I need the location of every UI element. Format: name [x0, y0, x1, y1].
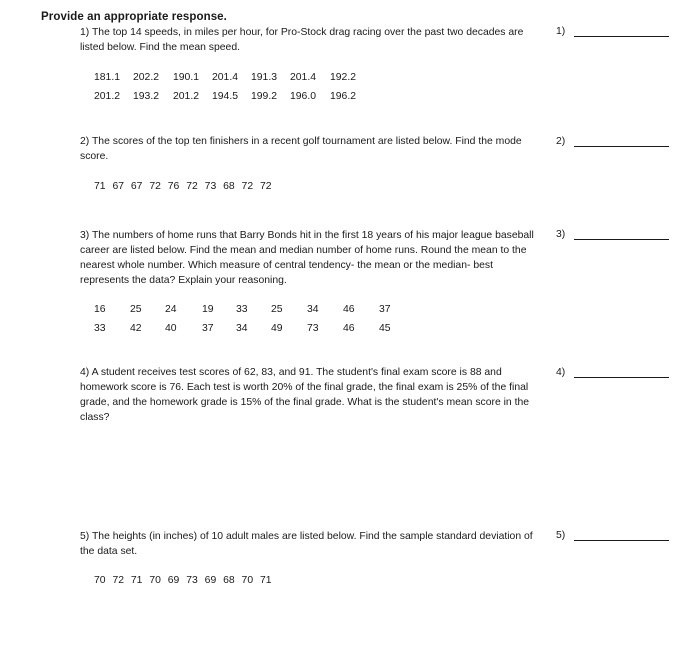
- question-1-data: [94, 68, 370, 106]
- question-4: [80, 365, 545, 425]
- answer-3-line[interactable]: [574, 229, 669, 240]
- data-cell: 193.2: [133, 91, 160, 102]
- data-row: [94, 87, 370, 106]
- data-cell: 34: [236, 323, 248, 334]
- data-cell: 34: [307, 304, 319, 315]
- answer-4-line[interactable]: [574, 367, 669, 378]
- data-cell: 202.2: [133, 72, 160, 83]
- question-3-data: [94, 300, 409, 338]
- data-cell: 42: [130, 323, 142, 334]
- data-cell: 73: [307, 323, 319, 334]
- data-cell: 37: [379, 304, 391, 315]
- answer-3-label: 3): [556, 229, 566, 240]
- answer-5-line[interactable]: [574, 530, 669, 541]
- data-cell: 45: [379, 323, 391, 334]
- data-cell: 25: [130, 304, 142, 315]
- question-1-text: The top 14 speeds, in miles per hour, for Pro-Stock drag racing over the past two decades are listed below. Find the mean speed.: [80, 27, 524, 53]
- data-cell: 37: [202, 323, 214, 334]
- answer-5: [556, 530, 669, 541]
- answer-4: [556, 367, 669, 378]
- data-cell: 19: [202, 304, 214, 315]
- question-2-number: 2): [80, 136, 90, 147]
- data-cell: 194.5: [212, 91, 239, 102]
- answer-2: [556, 136, 669, 147]
- section-heading: Provide an appropriate response.: [41, 11, 227, 23]
- data-cell: 201.2: [173, 91, 200, 102]
- question-3-text: The numbers of home runs that Barry Bonds hit in the first 18 years of his major league baseball career are listed below. Find the mean and median number of home runs. Round the mean to the nearest whole number. Which measure of central tendency- the mean or the median- best represents the data? Explain your reasoning.: [80, 230, 534, 286]
- data-cell: 24: [165, 304, 177, 315]
- question-3-number: 3): [80, 230, 90, 241]
- data-cell: 33: [94, 323, 106, 334]
- data-cell: 25: [271, 304, 283, 315]
- data-row: [94, 319, 409, 338]
- data-cell: 46: [343, 304, 355, 315]
- data-cell: 191.3: [251, 72, 278, 83]
- answer-2-label: 2): [556, 136, 566, 147]
- data-cell: 201.4: [290, 72, 317, 83]
- data-cell: 199.2: [251, 91, 278, 102]
- answer-5-label: 5): [556, 530, 566, 541]
- question-5: [80, 529, 540, 559]
- question-2-text: The scores of the top ten finishers in a recent golf tournament are listed below. Find the mode score.: [80, 136, 522, 162]
- answer-4-label: 4): [556, 367, 566, 378]
- data-cell: 46: [343, 323, 355, 334]
- question-4-text: A student receives test scores of 62, 83, and 91. The student's final exam score is 88 and homework score is 76. Each test is worth 20% of the final grade, the final exam is 25% of the final grade, and the homework grade is 15% of the final grade. What is the student's mean score in the class?: [80, 367, 530, 423]
- question-5-data: 70 72 71 70 69 73 69 68 70 71: [94, 575, 272, 586]
- data-cell: 196.2: [330, 91, 357, 102]
- data-cell: 40: [165, 323, 177, 334]
- question-3: [80, 228, 540, 288]
- data-cell: 201.2: [94, 91, 121, 102]
- data-row: [94, 300, 409, 319]
- data-cell: 49: [271, 323, 283, 334]
- question-1: [80, 25, 540, 55]
- answer-1-label: 1): [556, 26, 566, 37]
- question-5-text: The heights (in inches) of 10 adult males are listed below. Find the sample standard deviation of the data set.: [80, 531, 533, 557]
- data-cell: 16: [94, 304, 106, 315]
- data-cell: 192.2: [330, 72, 357, 83]
- data-row: [94, 68, 370, 87]
- question-2-data: 71 67 67 72 76 72 73 68 72 72: [94, 181, 272, 192]
- question-1-number: 1): [80, 27, 90, 38]
- data-cell: 190.1: [173, 72, 200, 83]
- question-5-number: 5): [80, 531, 90, 542]
- data-cell: 181.1: [94, 72, 121, 83]
- answer-1: [556, 26, 669, 37]
- answer-3: [556, 229, 669, 240]
- data-cell: 201.4: [212, 72, 239, 83]
- question-4-number: 4): [80, 367, 90, 378]
- data-cell: 33: [236, 304, 248, 315]
- answer-1-line[interactable]: [574, 26, 669, 37]
- question-2: [80, 134, 535, 164]
- answer-2-line[interactable]: [574, 136, 669, 147]
- data-cell: 196.0: [290, 91, 317, 102]
